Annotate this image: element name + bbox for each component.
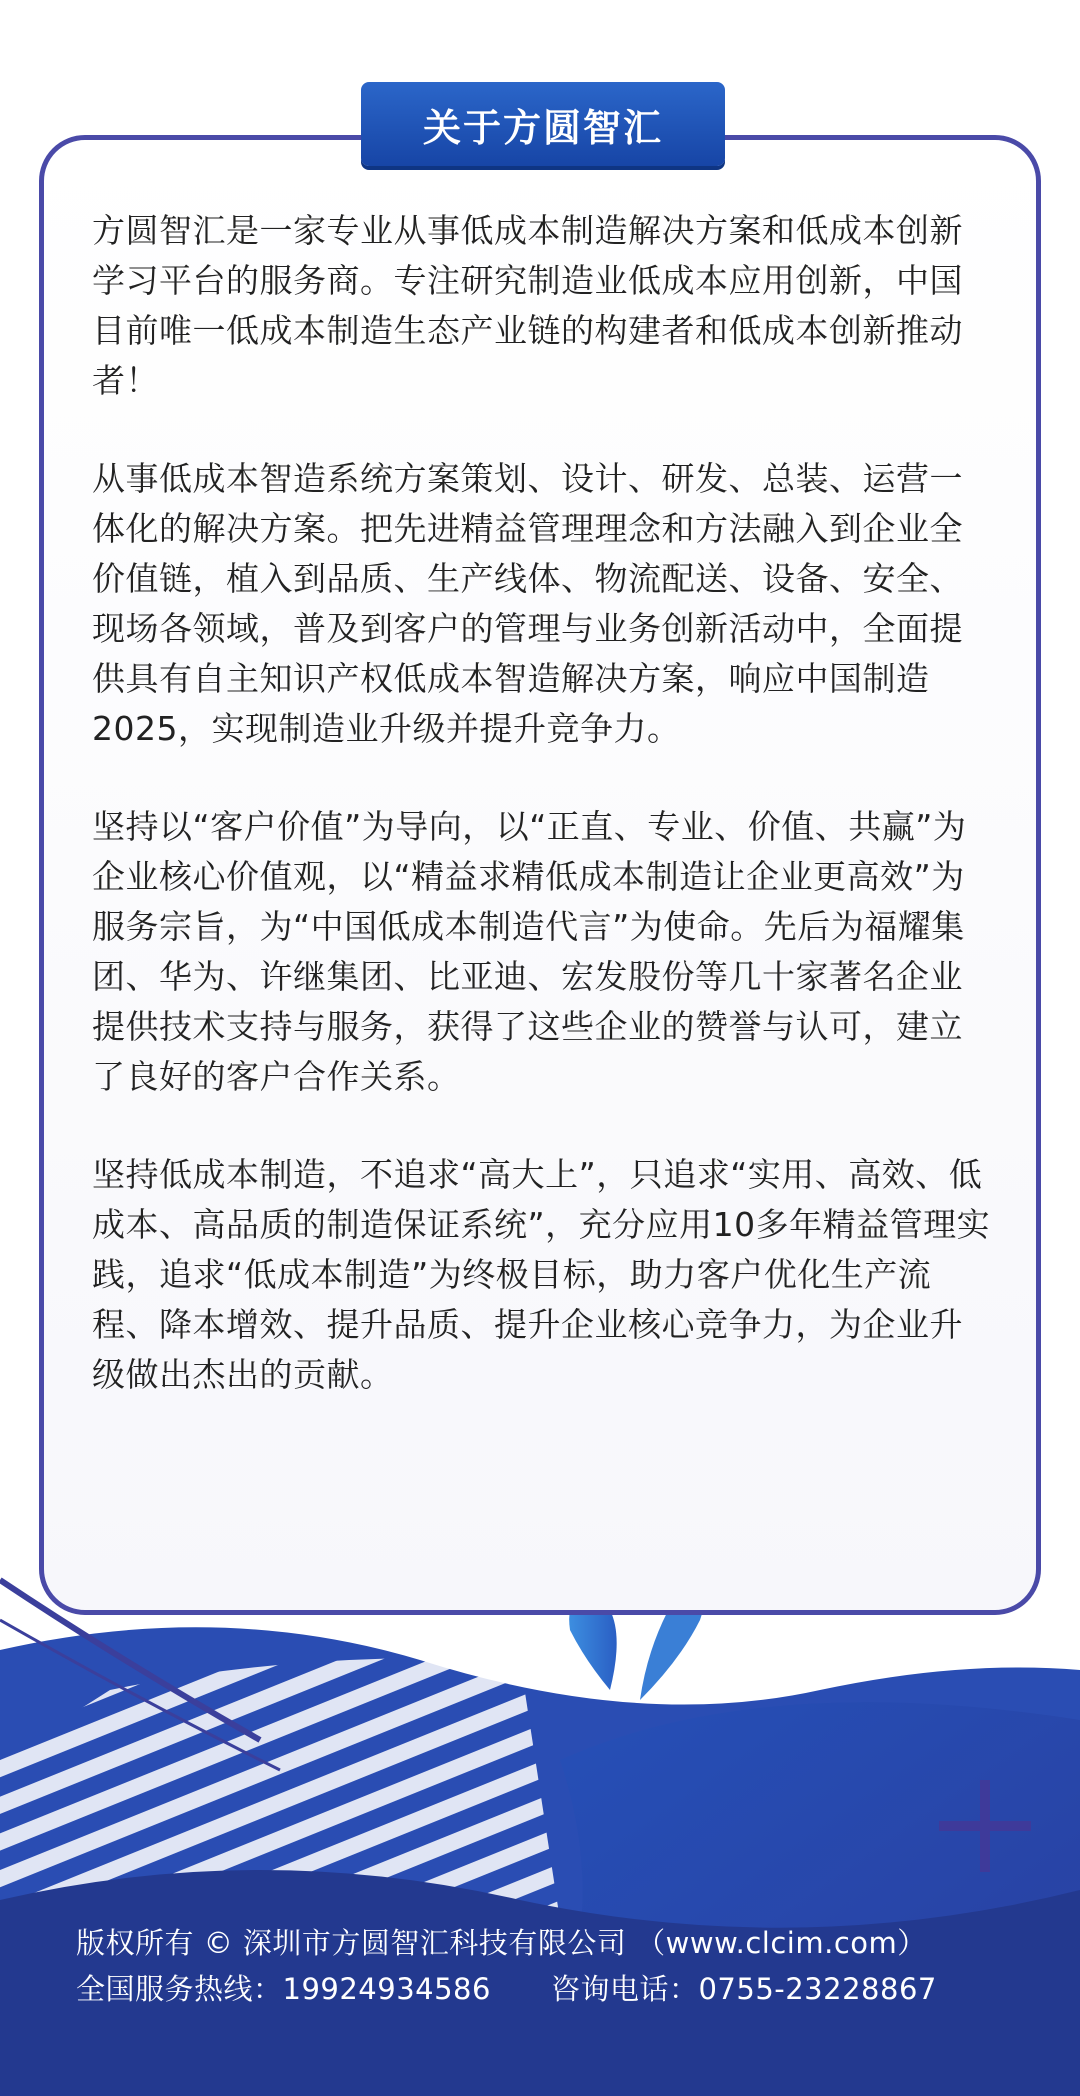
- copyright-text: 版权所有 © 深圳市方圆智汇科技有限公司 （www.clcim.com）: [76, 1926, 927, 1960]
- content-body: [92, 206, 992, 1448]
- paragraph-values: 坚持以“客户价值”为导向，以“正直、专业、价值、共赢”为企业核心价值观，以“精益求精低成本制造让企业更高效”为服务宗旨，为“中国低成本制造代言”为使命。先后为福耀集团、华为、许继集团、比亚迪、宏发股份等几十家著名企业提供技术支持与服务，获得了这些企业的赞誉与认可，建立了良好的客户合作关系。: [92, 807, 967, 1096]
- paragraph-solutions: 从事低成本智造系统方案策划、设计、研发、总装、运营一体化的解决方案。把先进精益管理理念和方法融入到企业全价值链，植入到品质、生产线体、物流配送、设备、安全、现场各领域，普及到客户的管理与业务创新活动中，全面提供具有自主知识产权低成本智造解决方案，响应中国制造2025，实现制造业升级并提升竞争力。: [92, 459, 963, 748]
- paragraph-intro: 方圆智汇是一家专业从事低成本制造解决方案和低成本创新学习平台的服务商。专注研究制造业低成本应用创新，中国目前唯一低成本制造生态产业链的构建者和低成本创新推动者！: [92, 211, 963, 400]
- page-title: 关于方圆智汇: [422, 105, 663, 150]
- title-banner: [361, 82, 725, 166]
- hotline-text: 全国服务热线：19924934586: [76, 1972, 491, 2006]
- phone-text: 咨询电话：0755-23228867: [550, 1972, 937, 2006]
- paragraph-goals: 坚持低成本制造，不追求“高大上”，只追求“实用、高效、低成本、高品质的制造保证系统”，充分应用10多年精益管理实践，追求“低成本制造”为终极目标，助力客户优化生产流程、降本增效、提升品质、提升企业核心竞争力，为企业升级做出杰出的贡献。: [92, 1155, 991, 1394]
- contact-line: [76, 1966, 1036, 2012]
- wave-decoration: [0, 1540, 1080, 2096]
- footer: [76, 1920, 1036, 2012]
